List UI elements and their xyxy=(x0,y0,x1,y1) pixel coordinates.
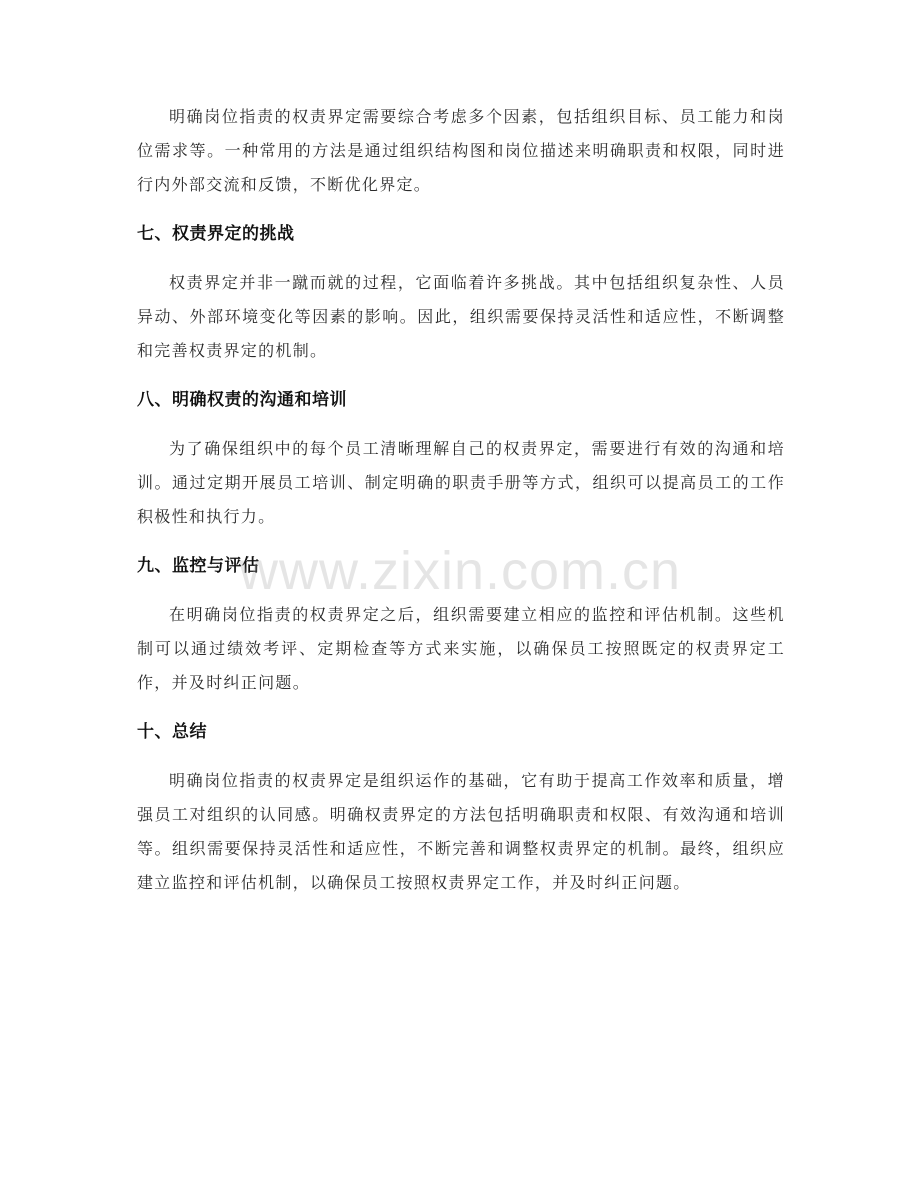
section-heading-8: 八、明确权责的沟通和培训 xyxy=(137,390,347,410)
watermark: www.zixin.com.cn xyxy=(238,541,682,601)
section-heading-9: 九、监控与评估 xyxy=(137,556,260,576)
section-paragraph-10: 明确岗位指责的权责界定是组织运作的基础，它有助于提高工作效率和质量，增强员工对组织的认同感。明确权责界定的方法包括明确职责和权限、有效沟通和培训等。组织需要保持灵活性和适应性，不断完善和调整权责界定的机制。最终，组织应建立监控和评估机制，以确保员工按照权责界定工作，并及时纠正问题。 xyxy=(137,771,785,892)
section-heading-10: 十、总结 xyxy=(137,722,207,742)
section-paragraph-9: 在明确岗位指责的权责界定之后，组织需要建立相应的监控和评估机制。这些机制可以通过绩效考评、定期检查等方式来实施，以确保员工按照既定的权责界定工作，并及时纠正问题。 xyxy=(137,605,785,692)
section-paragraph-8: 为了确保组织中的每个员工清晰理解自己的权责界定，需要进行有效的沟通和培训。通过定期开展员工培训、制定明确的职责手册等方式，组织可以提高员工的工作积极性和执行力。 xyxy=(137,439,785,526)
intro-paragraph: 明确岗位指责的权责界定需要综合考虑多个因素，包括组织目标、员工能力和岗位需求等。一种常用的方法是通过组织结构图和岗位描述来明确职责和权限，同时进行内外部交流和反馈，不断优化界定。 xyxy=(137,107,785,194)
document-body xyxy=(137,100,785,900)
section-heading-7: 七、权责界定的挑战 xyxy=(137,224,295,244)
section-paragraph-7: 权责界定并非一蹴而就的过程，它面临着许多挑战。其中包括组织复杂性、人员异动、外部环境变化等因素的影响。因此，组织需要保持灵活性和适应性，不断调整和完善权责界定的机制。 xyxy=(137,273,785,360)
